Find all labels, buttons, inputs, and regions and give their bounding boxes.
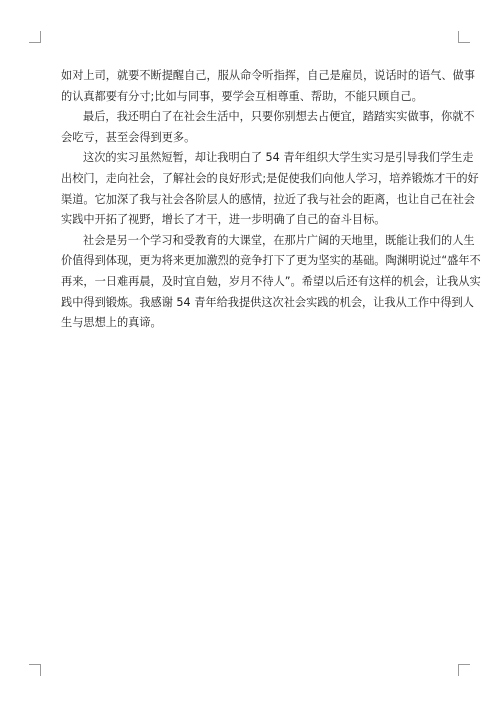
paragraph-continuation — [61, 66, 475, 107]
text-line: 践中得到锻炼。我感谢 54 青年给我提供这次社会实践的机会，让我从工作中得到人 — [61, 295, 474, 309]
text-line: 出校门，走向社会，了解社会的良好形式;是促使我们向他人学习，培养锻炼才干的好 — [61, 171, 479, 185]
text-line: 生与思想上的真谛。 — [61, 316, 162, 330]
text-line: 这次的实习虽然短暂，却让我明白了 54 青年组织大学生实习是引导我们学生走 — [83, 151, 474, 165]
text-line: 渠道。它加深了我与社会各阶层人的感情，拉近了我与社会的距离，也让自己在社会 — [61, 192, 475, 206]
page-corner-mark-bottom-right — [458, 664, 470, 676]
page-corner-mark-top-left — [29, 31, 41, 43]
text-line: 价值得到体现，更为将来更加激烈的竞争打下了更为坚实的基础。陶渊明说过“盛年不 — [61, 254, 481, 268]
text-line: 的认真都要有分寸;比如与同事，要学会互相尊重、帮助，不能只顾自己。 — [61, 89, 423, 103]
text-line: 如对上司，就要不断提醒自己，服从命令听指挥，自己是雇员，说话时的语气、做事 — [61, 69, 475, 82]
page-corner-mark-bottom-left — [29, 664, 41, 676]
paragraph-internship — [61, 148, 479, 230]
document-body — [61, 66, 481, 334]
text-line: 再来，一日难再晨，及时宜自勉，岁月不待人”。希望以后还有这样的机会，让我从实 — [61, 274, 481, 288]
text-line: 实践中开拓了视野，增长了才干，进一步明确了自己的奋斗目标。 — [61, 213, 386, 227]
text-line: 社会是另一个学习和受教育的大课堂，在那片广阔的天地里，既能让我们的人生 — [83, 233, 475, 247]
paragraph-society — [61, 231, 481, 334]
text-line: 会吃亏，甚至会得到更多。 — [61, 130, 196, 144]
page-corner-mark-top-right — [458, 31, 470, 43]
paragraph-lastly — [61, 107, 475, 148]
text-line: 最后，我还明白了在社会生活中，只要你别想去占便宜，踏踏实实做事，你就不 — [83, 110, 475, 124]
